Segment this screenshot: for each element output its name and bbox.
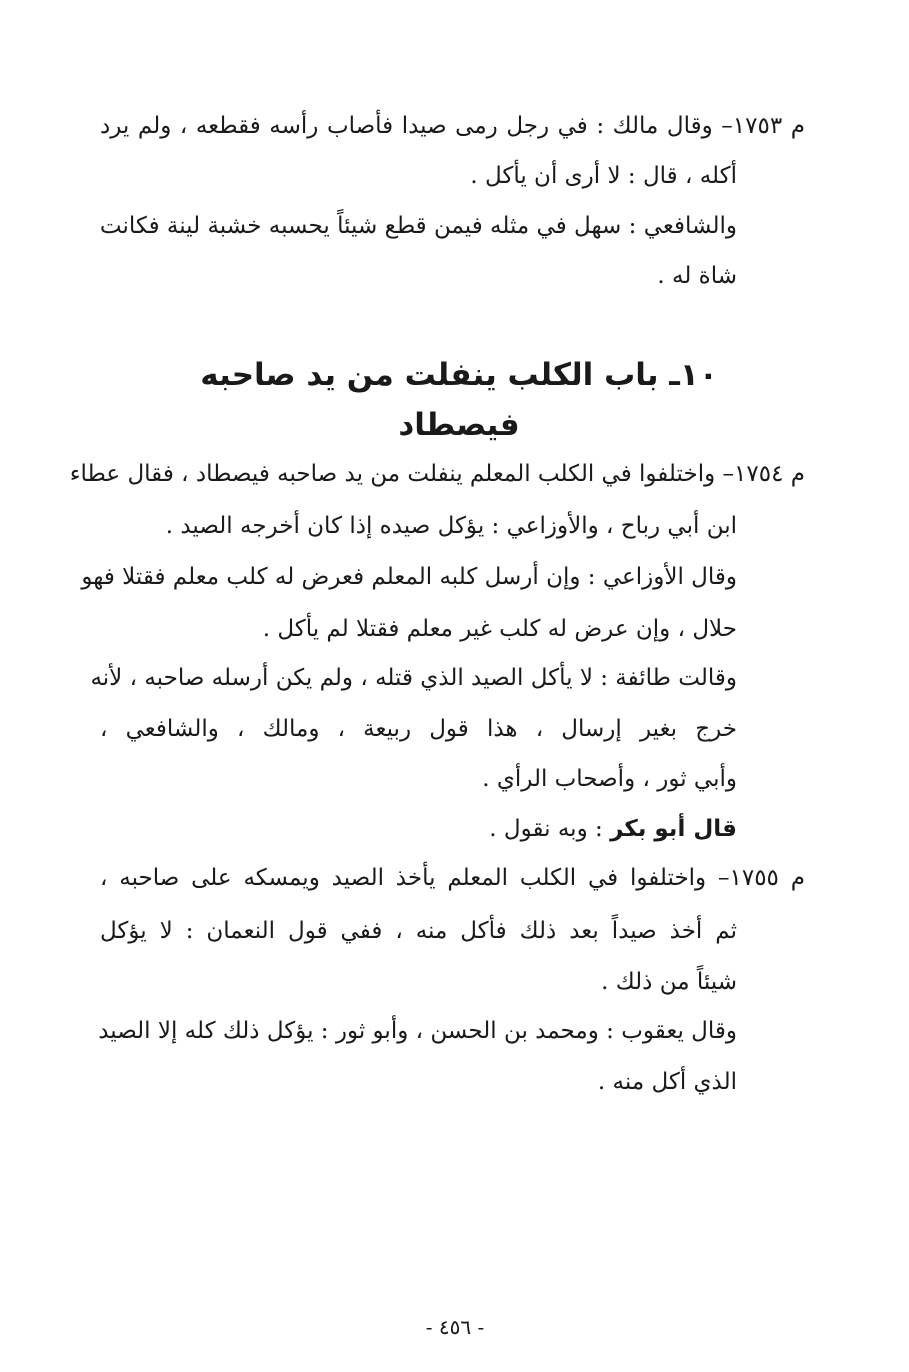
entry-1754-line-1: م ١٧٥٤– واختلفوا في الكلب المعلم ينفلت من يد صاحبه فيصطاد ، فقال عطاء xyxy=(69,461,805,487)
entry-1754-line-5: وقالت طائفة : لا يأكل الصيد الذي قتله ، ولم يكن أرسله صاحبه ، لأنه xyxy=(90,665,737,691)
entry-1753-line-3: والشافعي : سهل في مثله فيمن قطع شيئاً يحسبه خشبة لينة فكانت xyxy=(99,213,737,239)
entry-1755-line-5: الذي أكل منه . xyxy=(597,1069,737,1095)
entry-1754-line-4: حلال ، وإن عرض له كلب غير معلم فقتلا لم يأكل . xyxy=(262,616,737,642)
entry-1753-line-2: أكله ، قال : لا أرى أن يأكل . xyxy=(470,163,737,189)
entry-1754-line-3: وقال الأوزاعي : وإن أرسل كلبه المعلم فعرض له كلب معلم فقتلا فهو xyxy=(81,564,737,590)
entry-1753-line-4: شاة له . xyxy=(657,263,737,289)
entry-1755-line-3: شيئاً من ذلك . xyxy=(601,969,737,995)
abu-bakr-text: : وبه نقول . xyxy=(489,816,611,842)
entry-1754-line-7: وأبي ثور ، وأصحاب الرأي . xyxy=(482,766,737,792)
chapter-heading: ١٠ـ باب الكلب ينفلت من يد صاحبه فيصطاد xyxy=(200,357,718,443)
entry-1755-line-2: ثم أخذ صيداً بعد ذلك فأكل منه ، ففي قول النعمان : لا يؤكل xyxy=(100,918,737,944)
entry-1754-line-6: خرج بغير إرسال ، هذا قول ربيعة ، ومالك ، والشافعي ، xyxy=(100,716,737,742)
entry-1755-line-1: م ١٧٥٥– واختلفوا في الكلب المعلم يأخذ الصيد ويمسكه على صاحبه ، xyxy=(100,865,805,891)
page-number: - ٤٥٦ - xyxy=(425,1315,485,1339)
entry-1755-line-4: وقال يعقوب : ومحمد بن الحسن ، وأبو ثور : يؤكل ذلك كله إلا الصيد xyxy=(98,1018,737,1044)
entry-1753-line-1: م ١٧٥٣– وقال مالك : في رجل رمى صيدا فأصاب رأسه فقطعه ، ولم يرد xyxy=(100,113,805,139)
abu-bakr-label: قال أبو بكر xyxy=(610,816,737,842)
entry-1754-line-8 xyxy=(100,809,737,849)
entry-1754-line-2: ابن أبي رباح ، والأوزاعي : يؤكل صيده إذا كان أخرجه الصيد . xyxy=(165,513,737,539)
